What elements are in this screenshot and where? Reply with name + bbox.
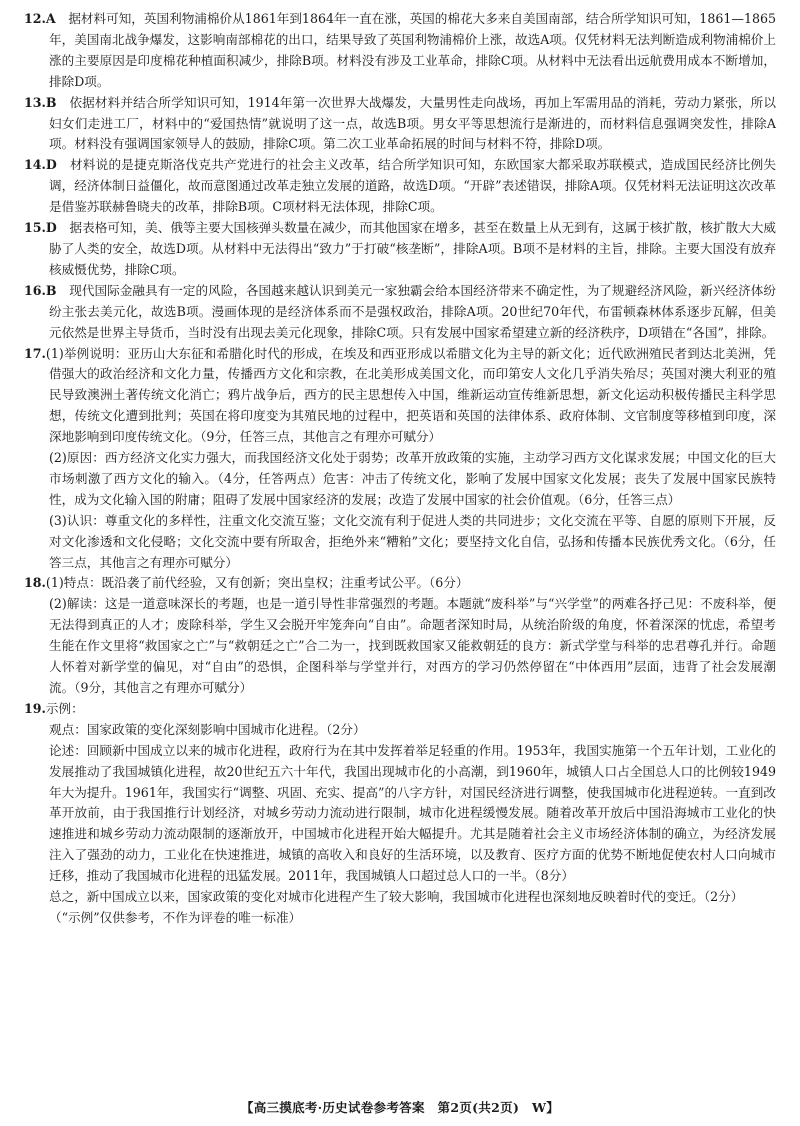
answer-17-part-3 <box>24 511 776 574</box>
answer-17-part-2 <box>24 448 776 511</box>
answer-17-part-3-text: (3)认识：尊重文化的多样性，注重文化交流互鉴；文化交流有利于促进人类的共同进步；文化交流在平等、自愿的原则下开展，反对文化渗透和文化侵略；文化交流中要有所取舍，拒绝外来“糟粕”文化；要坚持文化自信，弘扬和传播本民族优秀文化。（6分，任答三点，其他言之有理亦可赋分） <box>49 512 776 570</box>
answer-14-text: 材料说的是捷克斯洛伐克共产党进行的社会主义改革，结合所学知识可知，东欧国家大都采取苏联模式，造成国民经济比例失调，经济体制日益僵化，故而意图通过改革走独立发展的道路，故选D项。“开辟”表述错误，排除A项。仅凭材料无法证明这次改革是借鉴苏联赫鲁晓夫的改革，排除B项。C项材料无法体现，排除C项。 <box>49 157 777 215</box>
answer-18-part-2 <box>24 594 776 699</box>
page-footer-text: 【高三摸底考·历史试卷参考答案 第2页(共2页) W】 <box>240 1100 560 1115</box>
answer-19-summary-text: 总之，新中国成立以来，国家政策的变化对城市化进程产生了较大影响，我国城市化进程也深刻地反映着时代的变迁。（2分） <box>49 889 744 905</box>
answer-14 <box>24 155 776 218</box>
answer-list <box>24 9 776 929</box>
answer-12-text: 据材料可知，英国利物浦棉价从1861年到1864年一直在涨，英国的棉花大多来自美国南部，结合所学知识可知，1861—1865年，美国南北战争爆发，这影响南部棉花的出口，结果导致了英国利物浦棉价上涨，故选A项。仅凭材料无法判断造成利物浦棉价上涨的主要原因是印度棉花种植面积减少，排除B项。材料没有涉及工业革命，排除C项。从材料中无法看出远航费用成本不断增加，排除D项。 <box>49 11 777 89</box>
answer-19-intro <box>24 699 776 720</box>
answer-15 <box>24 218 776 281</box>
answer-13-number: 13. <box>24 94 46 110</box>
answer-19-summary <box>24 887 776 908</box>
answer-16-letter: B <box>45 282 57 298</box>
answer-19-viewpoint <box>24 720 776 741</box>
answer-19-note <box>24 908 776 929</box>
page-footer <box>0 1098 800 1116</box>
answer-13-letter: B <box>45 94 57 110</box>
answer-18-part-1-text: (1)特点：既沿袭了前代经验，又有创新；突出皇权；注重考试公平。（6分） <box>45 575 469 591</box>
answer-14-letter: D <box>45 157 57 173</box>
answer-15-text: 据表格可知，美、俄等主要大国核弹头数量在减少，而其他国家在增多，甚至在数量上从无到有，这属于核扩散，核扩散大大威胁了人类的安全，故选D项。从材料中无法得出“致力”于打破“核垄断”，排除A项。B项不是材料的主旨，排除。主要大国没有放弃核威慑优势，排除C项。 <box>49 220 777 277</box>
answer-18-part-1 <box>24 573 776 594</box>
answer-16-number: 16. <box>24 282 46 298</box>
answer-19-number: 19. <box>24 700 46 716</box>
answer-19-argument <box>24 741 776 887</box>
answer-13-text: 依据材料并结合所学知识可知，1914年第一次世界大战爆发，大量男性走向战场，再加上军需用品的消耗，劳动力紧张，所以妇女们走进工厂，材料中的“爱国热情”就说明了这一点，故选B项。男女平等思想流行是渐进的，而材料信息强调突发性，排除A项。材料没有强调国家领导人的鼓励，排除C项。第二次工业革命拓展的时间与材料不符，排除D项。 <box>49 94 776 152</box>
answer-19-argument-text: 论述：回顾新中国成立以来的城市化进程，政府行为在其中发挥着举足轻重的作用。1953年，我国实施第一个五年计划，工业化的发展推动了我国城镇化进程，故20世纪五六十年代，我国出现城市化的小高潮，到1960年，城镇人口占全国总人口的比例较1949年大为提升。1961年，我国实行“调整、巩固、充实、提高”的八字方针，对国民经济进行调整，使我国城市化进程逆转。一直到改革开放前，由于我国推行计划经济，对城乡劳动力流动进行限制，城市化进程缓慢发展。随着改革开放后中国沿海城市工业化的快速推进和城乡劳动力流动限制的逐渐放开，中国城市化进程开始大幅提升。尤其是随着社会主义市场经济体制的确立，为经济发展注入了强劲的动力，工业化在快速推进，城镇的高收入和良好的生活环境，以及教育、医疗方面的优势不断地促使农村人口向城市迁移，推动了我国城市化进程的迅猛发展。2011年，我国城镇人口超过总人口的一半。（8分） <box>49 742 776 884</box>
answer-17-part-1-text: (1)举例说明：亚历山大东征和希腊化时代的形成，在埃及和西亚形成以希腊文化为主导的新文化；近代欧洲殖民者到达北美洲，凭借强大的政治经济和文化力量，传播西方文化和宗教，在北美形成美国文化，而印第安人文化几乎消失殆尽；英国对澳大利亚的殖民导致澳洲土著传统文化消亡；鸦片战争后，西方的民主思想传入中国，维新运动宣传维新思想，新文化运动积极传播民主科学思想，传统文化遭到批判；英国在将印度变为其殖民地的过程中，把英语和英国的法律体系、政府体制、文官制度等移植到印度，深深地影响到印度传统文化。（9分，任答三点，其他言之有理亦可赋分） <box>45 345 776 445</box>
answer-13 <box>24 93 776 156</box>
answer-12-number: 12. <box>24 11 46 26</box>
answer-17-part-1 <box>24 344 776 449</box>
answer-12-letter: A <box>45 11 56 26</box>
answer-12 <box>24 9 776 93</box>
answer-16 <box>24 281 776 344</box>
answer-14-number: 14. <box>24 157 46 173</box>
answer-19-intro-text: 示例： <box>45 700 84 716</box>
answer-17-part-2-text: (2)原因：西方经济文化实力强大，而我国经济文化处于弱势；改革开放政策的实施，主动学习西方文化谋求发展；中国文化的巨大市场刺激了西方文化的输入。（4分，任答两点）危害：冲击了传统文化，影响了发展中国家文化发展；丧失了发展中国家民族特性，成为文化输入国的附庸；阻碍了发展中国家经济的发展；改造了发展中国家的社会价值观。（6分，任答三点） <box>49 450 776 507</box>
answer-19-viewpoint-text: 观点：国家政策的变化深刻影响中国城市化进程。（2分） <box>49 721 366 737</box>
answer-16-text: 现代国际金融具有一定的风险，各国越来越认识到美元一家独霸会给本国经济带来不确定性，为了规避经济风险，新兴经济体纷纷主张去美元化，故选B项。漫画体现的是经济体系而不是强权政治，排除A项。20世纪70年代，布雷顿森林体系逐步瓦解，但美元依然是世界主导货币，当时没有出现去美元化现象，排除C项。只有发展中国家希望建立新的经济秩序，D项错在“各国”，排除。 <box>49 282 777 340</box>
answer-18-number: 18. <box>24 575 46 591</box>
answer-17-number: 17. <box>24 345 46 361</box>
answer-15-number: 15. <box>24 220 46 236</box>
answer-19-note-text: （“示例”仅供参考，不作为评卷的唯一标准） <box>49 909 302 925</box>
answer-18-part-2-text: (2)解读：这是一道意味深长的考题，也是一道引导性非常强烈的考题。本题就“废科举”与“兴学堂”的两难各抒己见：不废科举，便无法得到真正的人才；废除科举，学生又会脱开牢笼奔向“自由”。命题者深知时局，从统治阶级的角度，怀着深深的忧虑，希望考生能在作文里将“救国家之亡”与“救朝廷之亡”合二为一，找到既救国家又能救朝廷的良方：新式学堂与科举的忠君尊孔并行。命题人怀着对新学堂的偏见，对“自由”的恐惧，企图科举与学堂并行，对西方的学习仍然停留在“中体西用”层面，违背了社会发展潮流。（9分，其他言之有理亦可赋分） <box>49 596 776 695</box>
answer-15-letter: D <box>45 220 57 236</box>
